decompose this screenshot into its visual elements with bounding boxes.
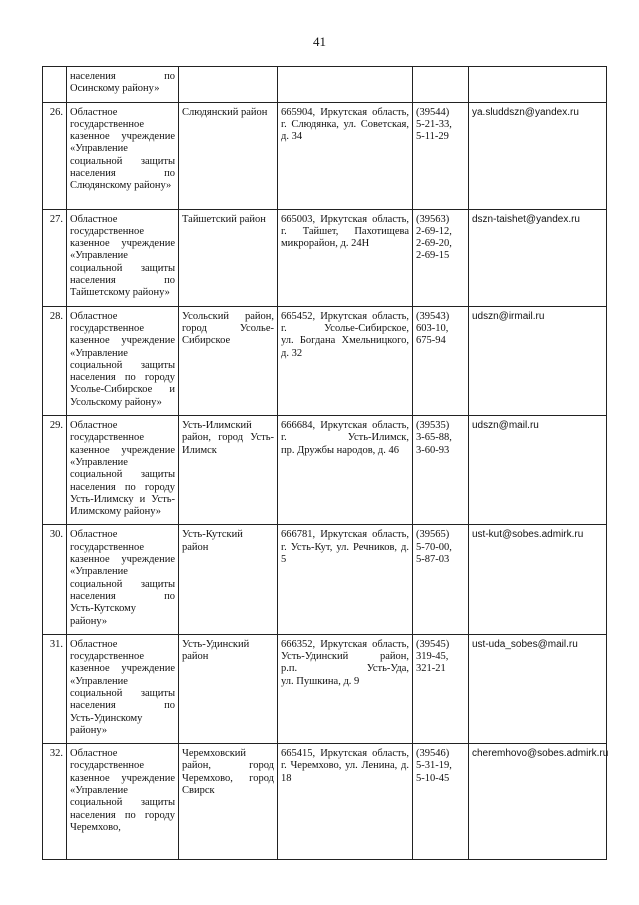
district xyxy=(179,306,278,415)
row-number: 27. xyxy=(43,209,67,306)
organization-line: государственное xyxy=(70,118,145,130)
district-line: Усольский район, xyxy=(182,310,274,322)
address-line: г. Усолье-Сибирское, xyxy=(281,322,409,334)
email xyxy=(469,416,607,525)
district-line: район, город Усть- xyxy=(182,432,274,444)
organization-line: социальной защиты xyxy=(70,797,175,809)
phone-line: 319-45, xyxy=(416,651,449,663)
phone xyxy=(413,209,469,306)
address-line: 5 xyxy=(281,554,287,566)
email-address: ya.sluddszn@yandex.ru xyxy=(472,106,579,118)
organization-line: государственное xyxy=(70,322,145,334)
district-line: район, город xyxy=(182,760,274,772)
organization-line: Черемхово, xyxy=(70,821,121,833)
address-line: Усть-Удинский район, xyxy=(281,651,409,663)
email xyxy=(469,525,607,634)
organization-line: Областное xyxy=(70,529,118,541)
table-row xyxy=(43,634,607,743)
row-number: 29. xyxy=(43,416,67,525)
email-address: cheremhovo@sobes.admirk.ru xyxy=(472,748,609,760)
organization-line: Областное xyxy=(70,420,118,432)
institutions-table xyxy=(42,66,607,860)
phone-line: (39535) xyxy=(416,420,450,432)
phone-line: 5-31-19, xyxy=(416,760,452,772)
organization-line: социальной защиты xyxy=(70,578,175,590)
district xyxy=(179,102,278,209)
district xyxy=(179,209,278,306)
address-line: г. Слюдянка, ул. Советская, xyxy=(281,118,409,130)
organization-line: казенное учреждение xyxy=(70,554,175,566)
district-line: Сибирское xyxy=(182,335,231,347)
address-line: 665452, Иркутская область, xyxy=(281,310,409,322)
address xyxy=(278,102,413,209)
organization-line: Усть-Удинскому xyxy=(70,712,143,724)
phone-line: 3-65-88, xyxy=(416,432,452,444)
organization-name xyxy=(67,306,179,415)
email-address: udszn@irmail.ru xyxy=(472,310,545,322)
address-line: 666352, Иркутская область, xyxy=(281,638,409,650)
organization-name xyxy=(67,525,179,634)
phone-line: 5-11-29 xyxy=(416,131,449,143)
district-line: Илимск xyxy=(182,444,217,456)
phone-line: 5-21-33, xyxy=(416,118,452,130)
organization-line: Усть-Кутскому xyxy=(70,603,137,615)
district-line: Усть-Кутский xyxy=(182,529,243,541)
address-line: 665003, Иркутская область, xyxy=(281,213,409,225)
phone xyxy=(413,634,469,743)
phone xyxy=(413,102,469,209)
organization-line: социальной защиты xyxy=(70,155,175,167)
table-row xyxy=(43,306,607,415)
address-line: г. Тайшет, Пахотищева xyxy=(281,225,409,237)
organization-line: «Управление xyxy=(70,347,128,359)
organization-line: Илимскому району» xyxy=(70,506,162,518)
email xyxy=(469,209,607,306)
district xyxy=(179,634,278,743)
table-row xyxy=(43,416,607,525)
organization-line: району» xyxy=(70,615,108,627)
organization-line: казенное учреждение xyxy=(70,131,175,143)
organization-line: «Управление xyxy=(70,143,128,155)
organization-line: «Управление xyxy=(70,456,128,468)
organization-line: казенное учреждение xyxy=(70,238,175,250)
address-line: 18 xyxy=(281,772,292,784)
organization-line: населения по городу xyxy=(70,481,175,493)
address xyxy=(278,525,413,634)
organization-line: государственное xyxy=(70,651,145,663)
organization-name xyxy=(67,102,179,209)
row-number: 26. xyxy=(43,102,67,209)
email-address: udszn@mail.ru xyxy=(472,420,539,432)
organization-line: населения по городу xyxy=(70,372,175,384)
phone-line: (39565) xyxy=(416,529,450,541)
organization-name xyxy=(67,634,179,743)
address-line: 666781, Иркутская область, xyxy=(281,529,409,541)
row-number: 31. xyxy=(43,634,67,743)
address xyxy=(278,416,413,525)
organization-line: казенное учреждение xyxy=(70,335,175,347)
organization-line: социальной защиты xyxy=(70,687,175,699)
district xyxy=(179,67,278,103)
organization-line: Областное xyxy=(70,106,118,118)
row-number xyxy=(43,67,67,103)
phone-line: (39543) xyxy=(416,310,450,322)
organization-line: населения по городу xyxy=(70,809,175,821)
address-line: г. Усть-Кут, ул. Речников, д. xyxy=(281,541,409,553)
row-number: 32. xyxy=(43,744,67,860)
organization-line: государственное xyxy=(70,432,145,444)
phone xyxy=(413,744,469,860)
district-line: Черемховский xyxy=(182,748,247,760)
district xyxy=(179,744,278,860)
email xyxy=(469,634,607,743)
address xyxy=(278,67,413,103)
organization-line: населения по xyxy=(70,275,175,287)
organization-line: социальной защиты xyxy=(70,262,175,274)
organization-line: государственное xyxy=(70,225,145,237)
organization-line: Осинскому району» xyxy=(70,83,160,95)
row-number: 30. xyxy=(43,525,67,634)
continuation-row xyxy=(43,67,607,103)
organization-name xyxy=(67,744,179,860)
organization-line: Областное xyxy=(70,310,118,322)
email-address: ust-kut@sobes.admirk.ru xyxy=(472,529,584,541)
phone-line: 2-69-20, xyxy=(416,238,452,250)
address-line: д. 34 xyxy=(281,131,303,143)
phone xyxy=(413,416,469,525)
phone-line: (39545) xyxy=(416,638,450,650)
address-line: р.п. Усть-Уда, xyxy=(281,663,409,675)
email-address: dszn-taishet@yandex.ru xyxy=(472,213,580,225)
address-line: г. Усть-Илимск, xyxy=(281,432,409,444)
district-line: Черемхово, город xyxy=(182,772,274,784)
table-row xyxy=(43,744,607,860)
row-number: 28. xyxy=(43,306,67,415)
address xyxy=(278,209,413,306)
organization-line: «Управление xyxy=(70,675,128,687)
organization-line: «Управление xyxy=(70,785,128,797)
organization-line: району» xyxy=(70,724,108,736)
address xyxy=(278,744,413,860)
phone-line: 5-70-00, xyxy=(416,541,452,553)
organization-line: Усть-Илимску и Усть- xyxy=(70,493,175,505)
phone-line: 3-60-93 xyxy=(416,444,450,456)
organization-line: населения по xyxy=(70,168,175,180)
district-line: район xyxy=(182,651,209,663)
address-line: 665415, Иркутская область, xyxy=(281,748,409,760)
organization-line: казенное учреждение xyxy=(70,663,175,675)
address-line: 666684, Иркутская область, xyxy=(281,420,409,432)
phone xyxy=(413,525,469,634)
page-number: 41 xyxy=(313,34,326,49)
district-line: Свирск xyxy=(182,785,215,797)
organization-line: Слюдянскому району» xyxy=(70,180,172,192)
organization-line: «Управление xyxy=(70,566,128,578)
email-address: ust-uda_sobes@mail.ru xyxy=(472,638,578,650)
phone-line: 2-69-15 xyxy=(416,250,450,262)
phone-line: (39546) xyxy=(416,748,450,760)
address-line: 665904, Иркутская область, xyxy=(281,106,409,118)
organization-line: населения по xyxy=(70,71,175,82)
organization-line: Областное xyxy=(70,213,118,225)
organization-name xyxy=(67,416,179,525)
organization-name xyxy=(67,209,179,306)
organization-line: Областное xyxy=(70,748,118,760)
organization-line: казенное учреждение xyxy=(70,444,175,456)
organization-line: социальной защиты xyxy=(70,469,175,481)
phone xyxy=(413,67,469,103)
organization-line: Усольскому району» xyxy=(70,396,162,408)
address-line: д. 32 xyxy=(281,347,303,359)
table-row xyxy=(43,102,607,209)
district xyxy=(179,525,278,634)
organization-name xyxy=(67,67,179,103)
organization-line: государственное xyxy=(70,541,145,553)
address-line: микрорайон, д. 24Н xyxy=(281,238,370,250)
organization-line: Тайшетскому району» xyxy=(70,287,170,299)
organization-line: социальной защиты xyxy=(70,359,175,371)
email xyxy=(469,67,607,103)
phone-line: 321-21 xyxy=(416,663,446,675)
phone-line: 2-69-12, xyxy=(416,225,452,237)
phone-line: (39563) xyxy=(416,213,450,225)
phone-line: 5-10-45 xyxy=(416,772,450,784)
email xyxy=(469,306,607,415)
district-line: район xyxy=(182,541,209,553)
table-row xyxy=(43,209,607,306)
district-line: Усть-Илимский xyxy=(182,420,252,432)
district-line: Тайшетский район xyxy=(182,213,266,225)
district-line: Усть-Удинский xyxy=(182,638,250,650)
district-line: Слюдянский район xyxy=(182,106,268,118)
address xyxy=(278,306,413,415)
address-line: пр. Дружбы народов, д. 46 xyxy=(281,444,400,456)
district xyxy=(179,416,278,525)
organization-line: «Управление xyxy=(70,250,128,262)
table-row xyxy=(43,525,607,634)
organization-line: казенное учреждение xyxy=(70,772,175,784)
phone-line: 675-94 xyxy=(416,335,446,347)
email xyxy=(469,102,607,209)
organization-line: Областное xyxy=(70,638,118,650)
email xyxy=(469,744,607,860)
phone xyxy=(413,306,469,415)
address-line: ул. Пушкина, д. 9 xyxy=(281,675,360,687)
organization-line: населения по xyxy=(70,700,175,712)
phone-line: (39544) xyxy=(416,106,450,118)
district-line: город Усолье- xyxy=(182,322,274,334)
address xyxy=(278,634,413,743)
phone-line: 603-10, xyxy=(416,322,449,334)
address-line: ул. Богдана Хмельницкого, xyxy=(281,335,409,347)
address-line: г. Черемхово, ул. Ленина, д. xyxy=(281,760,409,772)
phone-line: 5-87-03 xyxy=(416,554,450,566)
organization-line: Усолье-Сибирское и xyxy=(70,384,175,396)
organization-line: государственное xyxy=(70,760,145,772)
organization-line: населения по xyxy=(70,590,175,602)
